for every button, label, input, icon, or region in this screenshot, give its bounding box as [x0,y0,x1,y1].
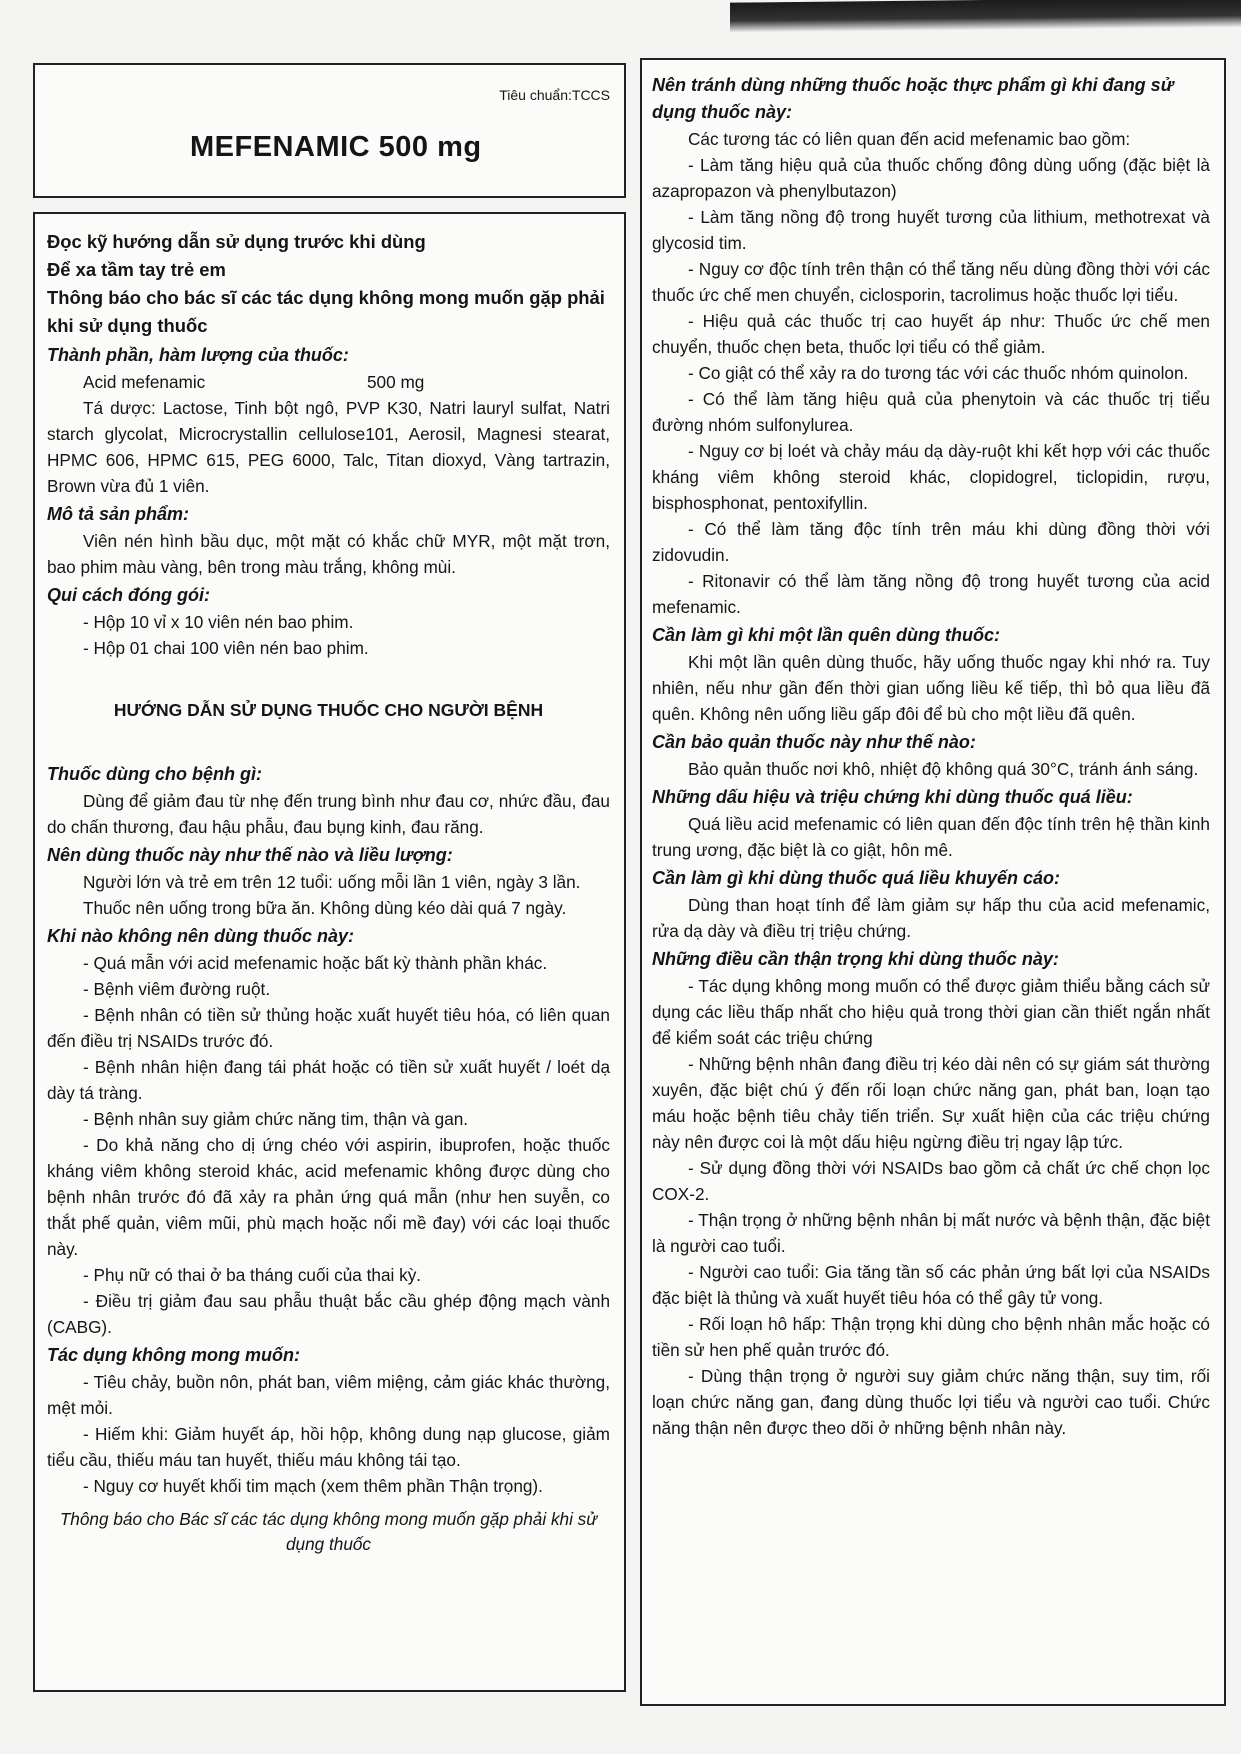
storage-heading: Cần bảo quản thuốc này như thế nào: [652,732,976,752]
contraindication-item: - Quá mẫn với acid mefenamic hoặc bất kỳ thành phần khác. [83,953,548,973]
interaction-item: - Có thể làm tăng hiệu quả của phenytoin và các thuốc trị tiểu đường nhóm sulfonylurea. [652,389,1210,435]
overdose-action-text: Dùng than hoạt tính để làm giảm sự hấp thu của acid mefenamic, rửa dạ dày và điều trị triệu chứng. [652,895,1210,941]
side-effect-item: - Tiêu chảy, buồn nôn, phát ban, viêm miệng, cảm giác khác thường, mệt mỏi. [47,1372,610,1418]
contraindication-item: - Điều trị giảm đau sau phẫu thuật bắc cầu ghép động mạch vành (CABG). [47,1291,610,1337]
contraindication-item: - Do khả năng cho dị ứng chéo với aspirin, ibuprofen, hoặc thuốc kháng viêm không steroid khác, acid mefenamic không được dùng cho bệnh nhân trước đó đã xảy ra phản ứng quá mẫn (như hen suyễn, co thắt phế quản, viêm mũi, phù mạch hoặc nổi mề đay) với các loại thuốc này. [47,1135,610,1259]
excipients: Tá dược: Lactose, Tinh bột ngô, PVP K30, Natri lauryl sulfat, Natri starch glycolat, Microcrystallin cellulose101, Aerosil, Magnesi stearat, HPMC 606, HPMC 615, PEG 6000, Talc, Titan dioxyd, Vàng tartrazin, Brown vừa đủ 1 viên. [47,398,610,496]
scan-edge-shadow [730,0,1241,33]
packaging-heading: Qui cách đóng gói: [47,585,210,605]
precaution-item: - Người cao tuổi: Gia tăng tần số các phản ứng bất lợi của NSAIDs đặc biệt là thủng và xuất huyết tiêu hóa có thể gây tử vong. [652,1262,1210,1308]
packaging-item: - Hộp 01 chai 100 viên nén bao phim. [83,638,369,658]
packaging-item: - Hộp 10 vỉ x 10 viên nén bao phim. [83,612,354,632]
interaction-item: - Co giật có thể xảy ra do tương tác với các thuốc nhóm quinolon. [688,363,1189,383]
side-effect-item: - Nguy cơ huyết khối tim mạch (xem thêm phần Thận trọng). [83,1476,543,1496]
missed-dose-heading: Cần làm gì khi một lần quên dùng thuốc: [652,625,1000,645]
precaution-item: - Dùng thận trọng ở người suy giảm chức năng thận, suy tim, rối loạn chức năng gan, đang dùng thuốc lợi tiểu và người cao tuổi. Chức năng thận nên được theo dõi ở những bệnh nhân này. [652,1366,1210,1438]
warning-report: Thông báo cho bác sĩ các tác dụng không mong muốn gặp phải khi sử dụng thuốc [47,287,605,336]
right-column [640,58,1226,1706]
contraindication-item: - Bệnh nhân có tiền sử thủng hoặc xuất huyết tiêu hóa, có liên quan đến điều trị NSAIDs trước đó. [47,1005,610,1051]
contraindication-item: - Bệnh viêm đường ruột. [83,979,271,999]
contraindication-item: - Bệnh nhân hiện đang tái phát hoặc có tiền sử xuất huyết / loét dạ dày tá tràng. [47,1057,610,1103]
precaution-item: - Thận trọng ở những bệnh nhân bị mất nước và bệnh thận, đặc biệt là người cao tuổi. [652,1210,1210,1256]
description-text: Viên nén hình bầu dục, một mặt có khắc chữ MYR, một mặt trơn, bao phim màu vàng, bên trong màu trắng, không mùi. [47,531,610,577]
interaction-item: - Có thể làm tăng độc tính trên máu khi dùng đồng thời với zidovudin. [652,519,1210,565]
missed-dose-text: Khi một lần quên dùng thuốc, hãy uống thuốc ngay khi nhớ ra. Tuy nhiên, nếu như gần đến thời gian uống liều kế tiếp, thì bỏ qua liều đã quên. Không nên uống liều gấp đôi để bù cho một liều đã quên. [652,652,1210,724]
warning-children: Để xa tầm tay trẻ em [47,259,226,280]
precautions-heading: Những điều cần thận trọng khi dùng thuốc này: [652,949,1059,969]
interaction-item: - Ritonavir có thể làm tăng nồng độ trong huyết tương của acid mefenamic. [652,571,1210,617]
title-box [33,63,626,198]
indications-text: Dùng để giảm đau từ nhẹ đến trung bình như đau cơ, nhức đầu, đau do chấn thương, đau hậu phẫu, đau bụng kinh, đau răng. [47,791,610,837]
precaution-item: - Những bệnh nhân đang điều trị kéo dài nên có sự giám sát thường xuyên, đặc biệt chú ý đến rối loạn chức năng gan, phát ban, loạn tạo máu hoặc bệnh tiêu chảy tiến triển. Sự xuất hiện của các triệu chứng này nên được coi là một dấu hiệu ngừng điều trị ngay lập tức. [652,1054,1210,1152]
composition-heading: Thành phần, hàm lượng của thuốc: [47,345,349,365]
interactions-heading: Nên tránh dùng những thuốc hoặc thực phẩm gì khi đang sử dụng thuốc này: [652,75,1174,122]
overdose-signs-heading: Những dấu hiệu và triệu chứng khi dùng thuốc quá liều: [652,787,1133,807]
interactions-intro: Các tương tác có liên quan đến acid mefenamic bao gồm: [688,129,1131,149]
description-heading: Mô tả sản phẩm: [47,504,190,524]
warning-read: Đọc kỹ hướng dẫn sử dụng trước khi dùng [47,231,426,252]
indications-heading: Thuốc dùng cho bệnh gì: [47,764,262,784]
active-amount: 500 mg [367,372,425,392]
storage-text: Bảo quản thuốc nơi khô, nhiệt độ không quá 30°C, tránh ánh sáng. [688,759,1199,779]
contraindications-heading: Khi nào không nên dùng thuốc này: [47,926,354,946]
interaction-item: - Nguy cơ bị loét và chảy máu dạ dày-ruột khi kết hợp với các thuốc kháng viêm không steroid khác, clopidogrel, ticlopidin, rượu, bisphosphonat, pentoxifyllin. [652,441,1210,513]
side-effect-item: - Hiếm khi: Giảm huyết áp, hồi hộp, không dung nạp glucose, giảm tiểu cầu, thiếu máu tan huyết, thiếu máu không tái tạo. [47,1424,610,1470]
interaction-item: - Hiệu quả các thuốc trị cao huyết áp như: Thuốc ức chế men chuyển, thuốc chẹn beta, thuốc lợi tiểu có thể giảm. [652,311,1210,357]
active-name: Acid mefenamic [83,372,206,392]
overdose-action-heading: Cần làm gì khi dùng thuốc quá liều khuyến cáo: [652,868,1061,888]
left-column [33,212,626,1692]
interaction-item: - Làm tăng nồng độ trong huyết tương của lithium, methotrexat và glycosid tim. [652,207,1210,253]
precaution-item: - Sử dụng đồng thời với NSAIDs bao gồm cả chất ức chế chọn lọc COX-2. [652,1158,1210,1204]
interaction-item: - Làm tăng hiệu quả của thuốc chống đông dùng uống (đặc biệt là azapropazon và phenylbutazon) [652,155,1210,201]
interaction-item: - Nguy cơ độc tính trên thận có thể tăng nếu dùng đồng thời với các thuốc ức chế men chuyển, ciclosporin, tacrolimus hoặc thuốc lợi tiểu. [652,259,1210,305]
patient-guide-heading: HƯỚNG DẪN SỬ DỤNG THUỐC CHO NGƯỜI BỆNH [113,700,544,720]
dosage-heading: Nên dùng thuốc này như thế nào và liều lượng: [47,845,453,865]
active-ingredient-row [47,369,610,395]
contraindication-item: - Bệnh nhân suy giảm chức năng tim, thận và gan. [83,1109,469,1129]
standard-label: Tiêu chuẩn:TCCS [499,87,610,103]
side-effects-note: Thông báo cho Bác sĩ các tác dụng không mong muốn gặp phải khi sử dụng thuốc [59,1509,598,1554]
side-effects-heading: Tác dụng không mong muốn: [47,1345,300,1365]
precaution-item: - Rối loạn hô hấp: Thận trọng khi dùng cho bệnh nhân mắc hoặc có tiền sử hen phế quản trước đó. [652,1314,1210,1360]
overdose-signs-text: Quá liều acid mefenamic có liên quan đến độc tính trên hệ thần kinh trung ương, đặc biệt là co giật, hôn mê. [652,814,1210,860]
dosage-item: Thuốc nên uống trong bữa ăn. Không dùng kéo dài quá 7 ngày. [83,898,567,918]
contraindication-item: - Phụ nữ có thai ở ba tháng cuối của thai kỳ. [83,1265,422,1285]
precaution-item: - Tác dụng không mong muốn có thể được giảm thiểu bằng cách sử dụng các liều thấp nhất cho hiệu quả trong thời gian cần thiết ngắn nhất để kiểm soát các triệu chứng [652,976,1210,1048]
dosage-item: Người lớn và trẻ em trên 12 tuổi: uống mỗi lần 1 viên, ngày 3 lần. [83,872,581,892]
page-title: MEFENAMIC 500 mg [190,131,482,163]
